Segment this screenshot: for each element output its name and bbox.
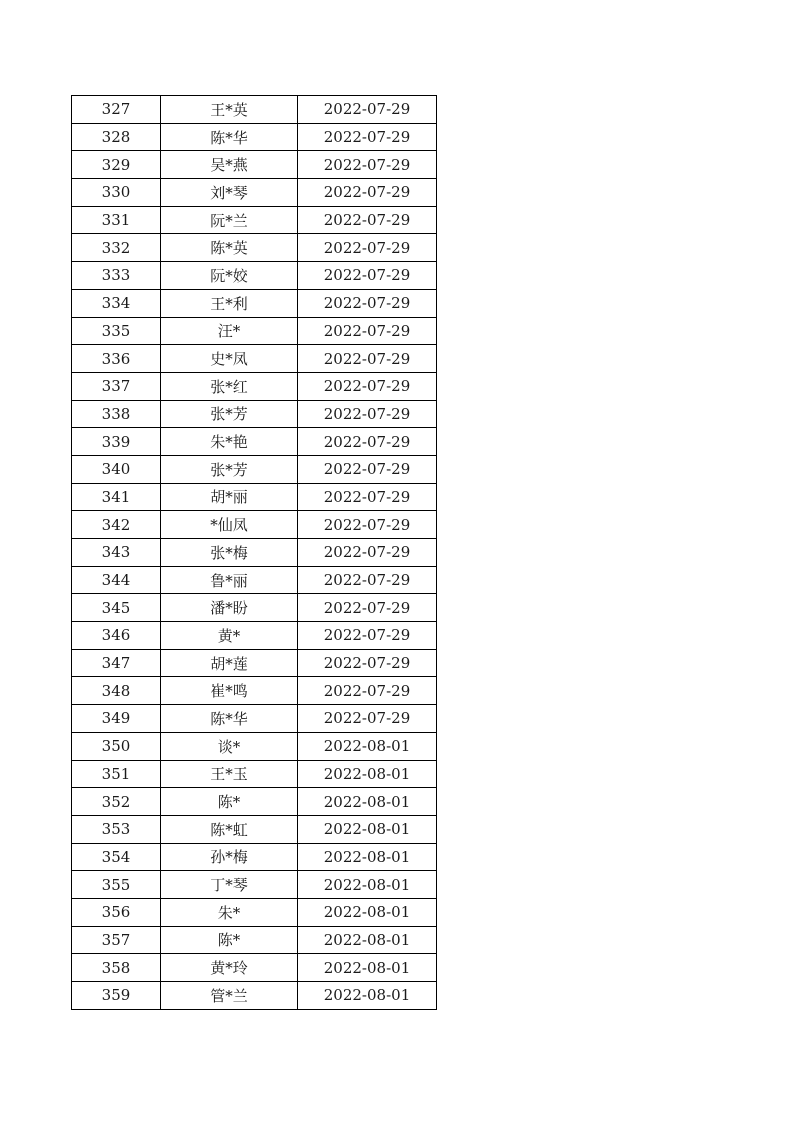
name-cell: 王*玉: [161, 760, 298, 788]
row-number-cell: 330: [72, 179, 161, 207]
row-number-cell: 328: [72, 123, 161, 151]
row-number-cell: 349: [72, 705, 161, 733]
table-row: [72, 871, 437, 899]
row-number-cell: 356: [72, 898, 161, 926]
name-cell: 汪*: [161, 317, 298, 345]
name-cell: 王*利: [161, 289, 298, 317]
date-cell: 2022-08-01: [298, 926, 437, 954]
table-row: [72, 566, 437, 594]
name-cell: 胡*莲: [161, 649, 298, 677]
name-cell: 潘*盼: [161, 594, 298, 622]
row-number-cell: 354: [72, 843, 161, 871]
name-cell: 张*芳: [161, 400, 298, 428]
date-cell: 2022-08-01: [298, 954, 437, 982]
row-number-cell: 346: [72, 622, 161, 650]
row-number-cell: 359: [72, 982, 161, 1010]
date-cell: 2022-07-29: [298, 594, 437, 622]
records-body: [72, 96, 437, 1010]
table-row: [72, 594, 437, 622]
table-row: [72, 622, 437, 650]
table-row: [72, 732, 437, 760]
table-row: [72, 179, 437, 207]
date-cell: 2022-07-29: [298, 622, 437, 650]
row-number-cell: 350: [72, 732, 161, 760]
row-number-cell: 333: [72, 262, 161, 290]
name-cell: 朱*: [161, 898, 298, 926]
name-cell: 陈*华: [161, 705, 298, 733]
name-cell: 王*英: [161, 96, 298, 124]
table-row: [72, 649, 437, 677]
date-cell: 2022-08-01: [298, 898, 437, 926]
date-cell: 2022-07-29: [298, 123, 437, 151]
table-row: [72, 317, 437, 345]
row-number-cell: 352: [72, 788, 161, 816]
date-cell: 2022-07-29: [298, 428, 437, 456]
date-cell: 2022-08-01: [298, 871, 437, 899]
name-cell: 鲁*丽: [161, 566, 298, 594]
name-cell: 陈*英: [161, 234, 298, 262]
name-cell: 崔*鸣: [161, 677, 298, 705]
row-number-cell: 337: [72, 372, 161, 400]
records-table: [71, 95, 437, 1010]
name-cell: 陈*虹: [161, 815, 298, 843]
name-cell: 谈*: [161, 732, 298, 760]
date-cell: 2022-07-29: [298, 151, 437, 179]
row-number-cell: 348: [72, 677, 161, 705]
row-number-cell: 338: [72, 400, 161, 428]
row-number-cell: 344: [72, 566, 161, 594]
name-cell: 张*红: [161, 372, 298, 400]
date-cell: 2022-07-29: [298, 455, 437, 483]
row-number-cell: 345: [72, 594, 161, 622]
table-row: [72, 289, 437, 317]
name-cell: 陈*华: [161, 123, 298, 151]
table-row: [72, 123, 437, 151]
row-number-cell: 358: [72, 954, 161, 982]
row-number-cell: 336: [72, 345, 161, 373]
date-cell: 2022-07-29: [298, 96, 437, 124]
table-row: [72, 677, 437, 705]
name-cell: 陈*: [161, 788, 298, 816]
date-cell: 2022-07-29: [298, 372, 437, 400]
table-row: [72, 455, 437, 483]
date-cell: 2022-08-01: [298, 760, 437, 788]
date-cell: 2022-07-29: [298, 566, 437, 594]
row-number-cell: 353: [72, 815, 161, 843]
table-row: [72, 843, 437, 871]
table-row: [72, 372, 437, 400]
name-cell: 丁*琴: [161, 871, 298, 899]
table-row: [72, 206, 437, 234]
date-cell: 2022-07-29: [298, 262, 437, 290]
date-cell: 2022-07-29: [298, 234, 437, 262]
table-row: [72, 815, 437, 843]
table-row: [72, 511, 437, 539]
date-cell: 2022-07-29: [298, 206, 437, 234]
table-row: [72, 234, 437, 262]
name-cell: 孙*梅: [161, 843, 298, 871]
date-cell: 2022-07-29: [298, 649, 437, 677]
date-cell: 2022-07-29: [298, 511, 437, 539]
row-number-cell: 331: [72, 206, 161, 234]
date-cell: 2022-08-01: [298, 815, 437, 843]
row-number-cell: 327: [72, 96, 161, 124]
name-cell: 胡*丽: [161, 483, 298, 511]
name-cell: 张*梅: [161, 539, 298, 567]
row-number-cell: 334: [72, 289, 161, 317]
date-cell: 2022-08-01: [298, 843, 437, 871]
name-cell: 刘*琴: [161, 179, 298, 207]
row-number-cell: 347: [72, 649, 161, 677]
table-row: [72, 428, 437, 456]
table-row: [72, 898, 437, 926]
date-cell: 2022-07-29: [298, 483, 437, 511]
table-row: [72, 705, 437, 733]
table-row: [72, 96, 437, 124]
name-cell: 黄*: [161, 622, 298, 650]
date-cell: 2022-07-29: [298, 289, 437, 317]
row-number-cell: 342: [72, 511, 161, 539]
table-row: [72, 483, 437, 511]
row-number-cell: 341: [72, 483, 161, 511]
name-cell: 朱*艳: [161, 428, 298, 456]
row-number-cell: 355: [72, 871, 161, 899]
date-cell: 2022-07-29: [298, 539, 437, 567]
table-row: [72, 400, 437, 428]
date-cell: 2022-07-29: [298, 345, 437, 373]
name-cell: 张*芳: [161, 455, 298, 483]
date-cell: 2022-08-01: [298, 732, 437, 760]
name-cell: 史*凤: [161, 345, 298, 373]
name-cell: 陈*: [161, 926, 298, 954]
table-row: [72, 539, 437, 567]
date-cell: 2022-07-29: [298, 179, 437, 207]
table-row: [72, 982, 437, 1010]
date-cell: 2022-07-29: [298, 677, 437, 705]
table-row: [72, 954, 437, 982]
row-number-cell: 329: [72, 151, 161, 179]
row-number-cell: 343: [72, 539, 161, 567]
table-row: [72, 926, 437, 954]
table-row: [72, 151, 437, 179]
name-cell: 阮*姣: [161, 262, 298, 290]
row-number-cell: 340: [72, 455, 161, 483]
date-cell: 2022-08-01: [298, 982, 437, 1010]
name-cell: 吴*燕: [161, 151, 298, 179]
date-cell: 2022-07-29: [298, 317, 437, 345]
date-cell: 2022-08-01: [298, 788, 437, 816]
name-cell: 黄*玲: [161, 954, 298, 982]
table-row: [72, 760, 437, 788]
row-number-cell: 335: [72, 317, 161, 345]
table-row: [72, 788, 437, 816]
name-cell: 管*兰: [161, 982, 298, 1010]
row-number-cell: 357: [72, 926, 161, 954]
row-number-cell: 339: [72, 428, 161, 456]
row-number-cell: 332: [72, 234, 161, 262]
row-number-cell: 351: [72, 760, 161, 788]
name-cell: *仙凤: [161, 511, 298, 539]
table-row: [72, 345, 437, 373]
date-cell: 2022-07-29: [298, 400, 437, 428]
date-cell: 2022-07-29: [298, 705, 437, 733]
name-cell: 阮*兰: [161, 206, 298, 234]
table-row: [72, 262, 437, 290]
